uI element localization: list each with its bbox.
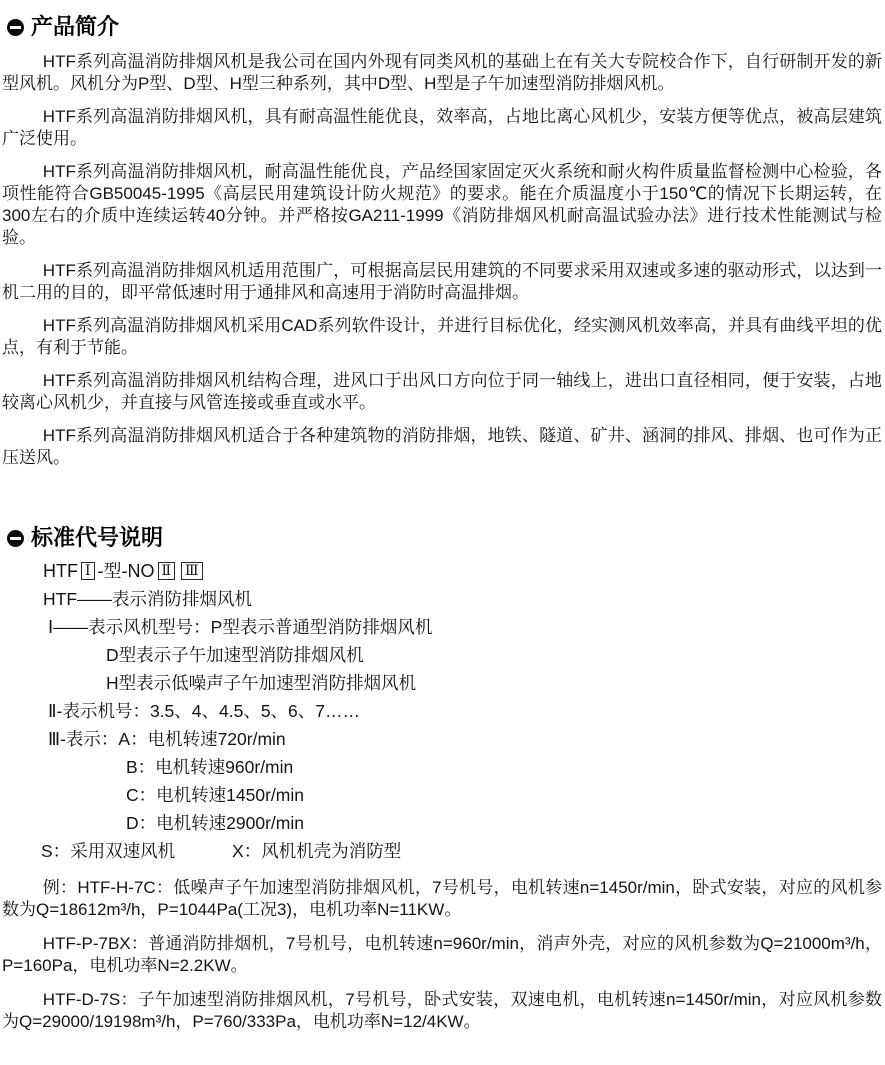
code-line-roman1-sub: D型表示子午加速型消防排烟风机 (106, 645, 364, 665)
code-line-roman3-sub: D：电机转速2900r/min (126, 813, 304, 833)
circled-minus-bullet-icon (7, 19, 24, 36)
code-x-item: X：风机机壳为消防型 (232, 841, 402, 861)
code-line-htf: HTF——表示消防排烟风机 (43, 589, 253, 609)
code-line-roman1-sub: H型表示低噪声子午加速型消防排烟风机 (106, 673, 417, 693)
example-paragraph-1: 例：HTF-H-7C：低噪声子午加速型消防排烟风机，7号机号，电机转速n=1450r/min，卧式安装，对应的风机参数为Q=18612m³/h，P=1044Pa(工况3)，电机功率N=11KW。 (2, 878, 882, 919)
intro-paragraph-4: HTF系列高温消防排烟风机适用范围广，可根据高层民用建筑的不同要求采用双速或多速的驱动形式，以达到一机二用的目的，即平常低速时用于通排风和高速用于消防时高温排烟。 (2, 261, 882, 302)
product-intro-heading (7, 14, 882, 40)
model-code-format (43, 557, 882, 585)
intro-paragraph-6: HTF系列高温消防排烟风机结构合理，进风口于出风口方向位于同一轴线上，进出口直径相同，便于安装，占地较离心风机少，并直接与风管连接或垂直或水平。 (2, 371, 882, 412)
model-code-box-3: Ⅲ (181, 562, 203, 580)
code-explanation-title-text: 标准代号说明 (31, 525, 164, 550)
circled-minus-bullet-icon (7, 530, 24, 547)
model-code-mid: -型-NO (97, 561, 155, 581)
intro-paragraph-1: HTF系列高温消防排烟风机是我公司在国内外现有同类风机的基础上在有关大专院校合作下，自行研制开发的新型风机。风机分为P型、D型、H型三种系列，其中D型、H型是子午加速型消防排烟风机。 (2, 52, 882, 93)
code-explanation-heading (7, 525, 882, 551)
model-code-box-1: Ⅰ (81, 562, 95, 580)
code-line-roman3-sub: C：电机转速1450r/min (126, 785, 304, 805)
code-line-roman1: Ⅰ——表示风机型号：P型表示普通型消防排烟风机 (48, 617, 433, 637)
intro-paragraph-3: HTF系列高温消防排烟风机，耐高温性能优良，产品经国家固定灭火系统和耐火构件质量监督检测中心检验，各项性能符合GB50045-1995《高层民用建筑设计防火规范》的要求。能在介质温度小于150℃的情况下长期运转，在300左右的介质中连续运转40分钟。并严格按GA211-1999《消防排烟风机耐高温试验办法》进行技术性能测试与检验。 (2, 162, 882, 247)
code-line-roman2: Ⅱ-表示机号：3.5、4、4.5、5、6、7…… (48, 701, 361, 721)
code-line-roman3-sub: B：电机转速960r/min (126, 757, 294, 777)
intro-paragraph-5: HTF系列高温消防排烟风机采用CAD系列软件设计，并进行目标优化，经实测风机效率高，并具有曲线平坦的优点，有利于节能。 (2, 316, 882, 357)
intro-paragraph-7: HTF系列高温消防排烟风机适合于各种建筑物的消防排烟，地铁、隧道、矿井、涵洞的排风、排烟、也可作为正压送风。 (2, 426, 882, 467)
intro-paragraph-2: HTF系列高温消防排烟风机，具有耐高温性能优良，效率高，占地比离心风机少，安装方便等优点，被高层建筑广泛使用。 (2, 107, 882, 148)
section-code-explanation (2, 525, 882, 1033)
product-intro-title-text: 产品简介 (31, 14, 120, 39)
code-line-roman3: Ⅲ-表示：A：电机转速720r/min (48, 729, 286, 749)
code-line-sx (41, 837, 882, 865)
section-product-intro (2, 14, 882, 469)
example-paragraph-3: HTF-D-7S：子午加速型消防排烟风机，7号机号，卧式安装，双速电机，电机转速n=1450r/min，对应风机参数为Q=29000/19198m³/h，P=760/333Pa，电机功率N=12/4KW。 (2, 990, 882, 1031)
example-paragraph-2: HTF-P-7BX：普通消防排烟机，7号机号，电机转速n=960r/min，消声外壳，对应的风机参数为Q=21000m³/h，P=160Pa，电机功率N=2.2KW。 (2, 934, 882, 975)
model-code-box-2: Ⅱ (158, 562, 176, 580)
code-s-item: S：采用双速风机 (41, 841, 176, 861)
model-code-prefix: HTF (43, 561, 78, 581)
